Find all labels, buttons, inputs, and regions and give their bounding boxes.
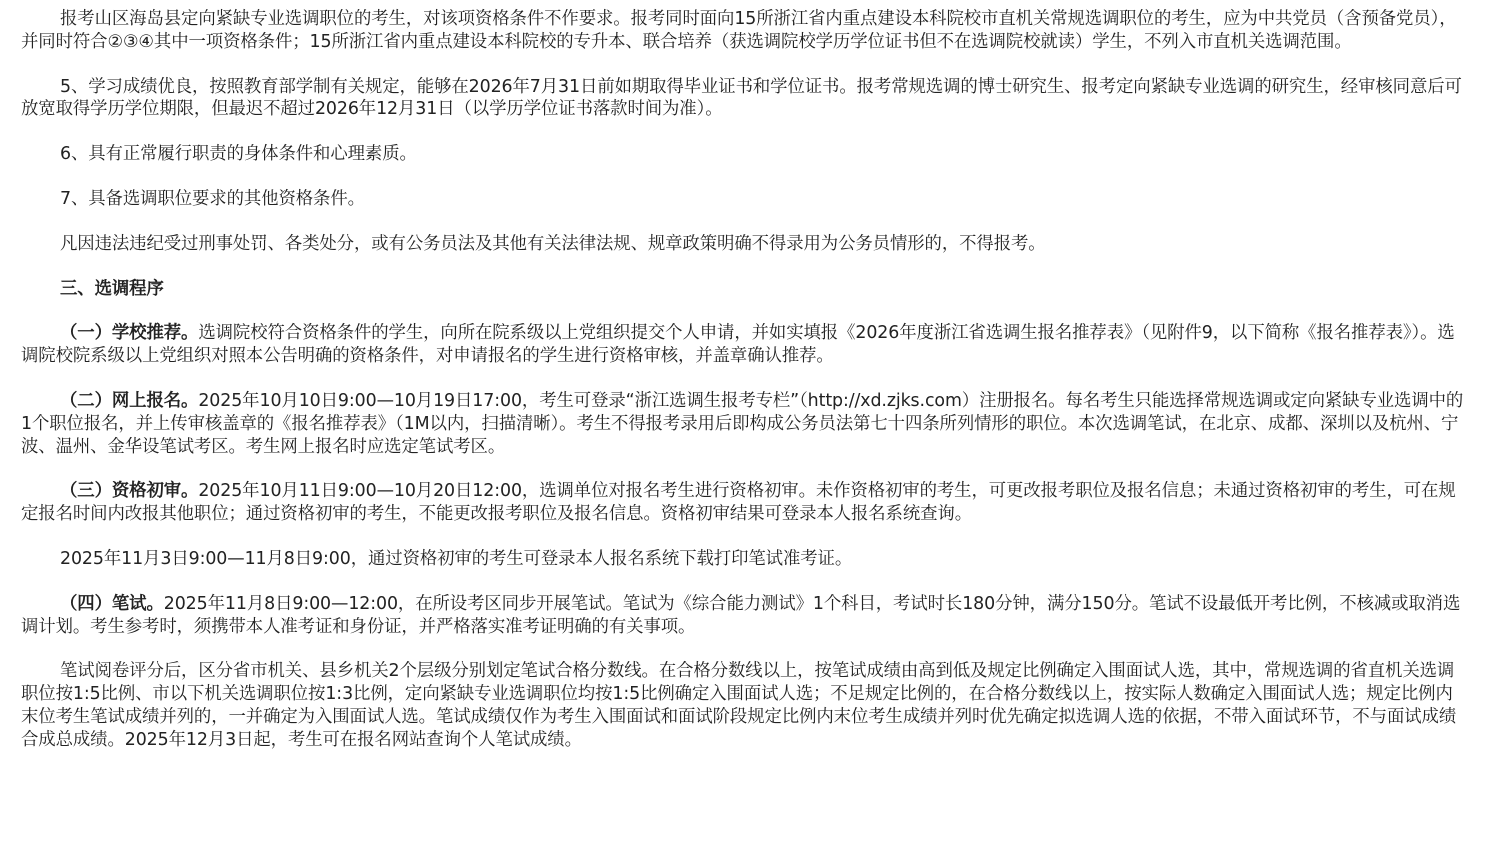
paragraph-condition-7: 7、具备选调职位要求的其他资格条件。 xyxy=(60,188,365,209)
paragraph-condition-6: 6、具有正常履行职责的身体条件和心理素质。 xyxy=(60,144,417,165)
section-heading-procedure: 三、选调程序 xyxy=(60,278,164,299)
paragraph-written-exam xyxy=(21,593,1467,639)
step-text-written-exam: 2025年11月8日9:00—12:00，在所设考区同步开展笔试。笔试为《综合能力测试》1个科目，考试时长180分钟，满分150分。笔试不设最低开考比例，不核减或取消选调计划。考生参考时，须携带本人准考证和身份证，并严格落实准考证明确的有关事项。 xyxy=(21,593,1461,637)
step-label-preliminary-review: （三）资格初审。 xyxy=(60,481,199,502)
paragraph-disqualification: 凡因违法违纪受过刑事处罚、各类处分，或有公务员法及其他有关法律法规、规章政策明确不得录用为公务员情形的，不得报考。 xyxy=(60,233,1046,254)
paragraph-score-rules: 笔试阅卷评分后，区分省市机关、县乡机关2个层级分别划定笔试合格分数线。在合格分数线以上，按笔试成绩由高到低及规定比例确定入围面试人选，其中，常规选调的省直机关选调职位按1:5比例、市以下机关选调职位按1:3比例，定向紧缺专业选调职位均按1:5比例确定入围面试人选；不足规定比例的，在合格分数线以上，按实际人数确定入围面试人选；规定比例内末位考生笔试成绩并列的，一并确定为入围面试人选。笔试成绩仅作为考生入围面试和面试阶段规定比例内末位考生成绩并列时优先确定拟选调人选的依据，不带入面试环节，不与面试成绩合成总成绩。2025年12月3日起，考生可在报名网站查询个人笔试成绩。 xyxy=(21,661,1457,750)
paragraph-admission-ticket: 2025年11月3日9:00—11月8日9:00，通过资格初审的考生可登录本人报名系统下载打印笔试准考证。 xyxy=(60,548,853,569)
paragraph-school-recommendation xyxy=(21,322,1467,368)
step-label-online-registration: （二）网上报名。 xyxy=(60,390,199,411)
paragraph-condition-5: 5、学习成绩优良，按照教育部学制有关规定，能够在2026年7月31日前如期取得毕业证书和学位证书。报考常规选调的博士研究生、报考定向紧缺专业选调的研究生，经审核同意后可放宽取得学历学位期限，但最迟不超过2026年12月31日（以学历学位证书落款时间为准）。 xyxy=(21,76,1462,120)
step-text-school-recommendation: 选调院校符合资格条件的学生，向所在院系级以上党组织提交个人申请，并如实填报《2026年度浙江省选调生报名推荐表》（见附件9，以下简称《报名推荐表》）。选调院校院系级以上党组织对照本公告明确的资格条件，对申请报名的学生进行资格审核，并盖章确认推荐。 xyxy=(21,323,1455,367)
step-label-school-recommendation: （一）学校推荐。 xyxy=(60,323,199,344)
paragraph-online-registration xyxy=(21,390,1467,458)
step-label-written-exam: （四）笔试。 xyxy=(60,593,164,614)
step-text-online-registration: 2025年10月10日9:00—10月19日17:00，考生可登录“浙江选调生报考专栏”（http://xd.zjks.com）注册报名。每名考生只能选择常规选调或定向紧缺专业选调中的1个职位报名，并上传审核盖章的《报名推荐表》（1M以内，扫描清晰）。考生不得报考录用后即构成公务员法第七十四条所列情形的职位。本次选调笔试，在北京、成都、深圳以及杭州、宁波、温州、金华设笔试考区。考生网上报名时应选定笔试考区。 xyxy=(21,390,1464,457)
article-body xyxy=(21,8,1467,774)
paragraph-preliminary-review xyxy=(21,480,1467,526)
step-text-preliminary-review: 2025年10月11日9:00—10月20日12:00，选调单位对报名考生进行资格初审。未作资格初审的考生，可更改报考职位及报名信息；未通过资格初审的考生，可在规定报名时间内改报其他职位；通过资格初审的考生，不能更改报考职位及报名信息。资格初审结果可登录本人报名系统查询。 xyxy=(21,481,1456,525)
paragraph-eligibility-note: 报考山区海岛县定向紧缺专业选调职位的考生，对该项资格条件不作要求。报考同时面向15所浙江省内重点建设本科院校市直机关常规选调职位的考生，应为中共党员（含预备党员），并同时符合②③④其中一项资格条件；15所浙江省内重点建设本科院校的专升本、联合培养（获选调院校学历学位证书但不在选调院校就读）学生，不列入市直机关选调范围。 xyxy=(21,9,1457,52)
